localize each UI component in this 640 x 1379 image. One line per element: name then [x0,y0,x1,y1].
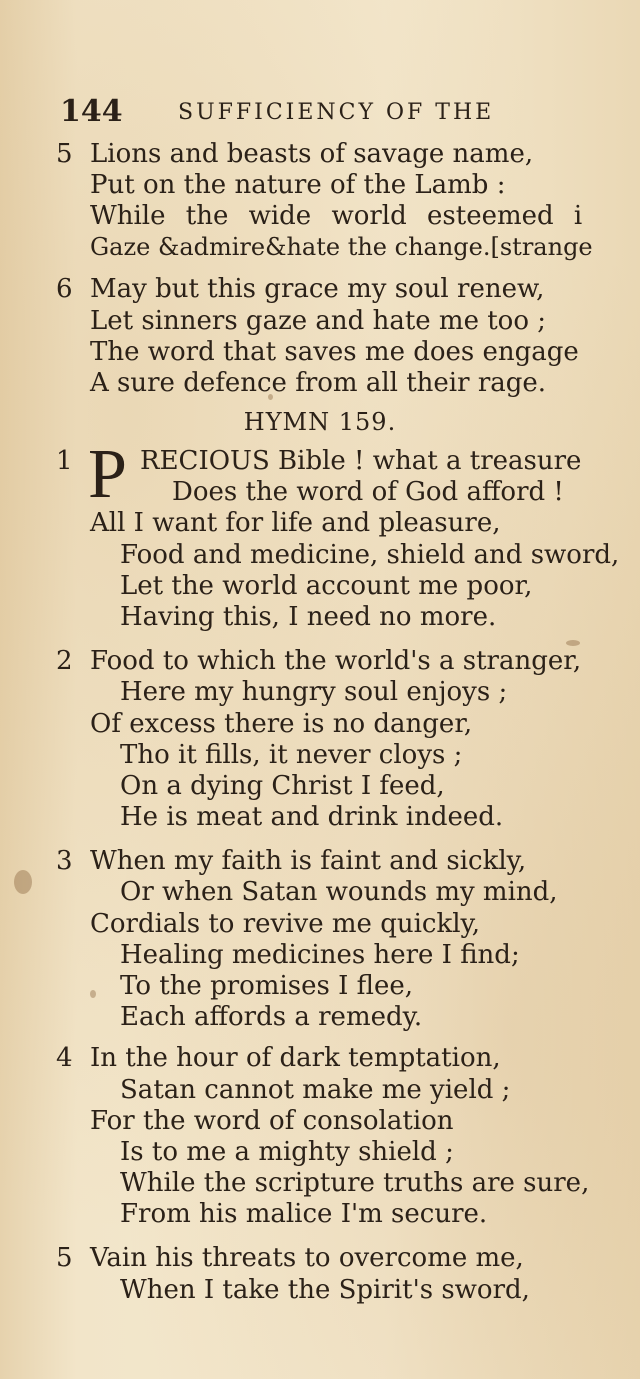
paper-stain [566,640,580,646]
stanza-number: 5 [56,1243,73,1273]
verse-line: While the scripture truths are sure, [120,1168,590,1198]
verse-line: Let the world account me poor, [120,571,533,601]
verse-line: Healing medicines here I find; [120,940,520,970]
verse-line: Is to me a mighty shield ; [120,1137,454,1167]
verse-line: For the word of consolation [90,1106,454,1136]
page-number: 144 [60,94,123,129]
paper-stain [14,870,32,894]
verse-line: The word that saves me does engage [90,337,579,367]
paper-stain [268,394,273,400]
stanza-number: 4 [56,1043,73,1073]
hymn-title: HYMN 159. [243,408,397,436]
verse-line: Gaze &admire&hate the change.[strange [90,233,593,261]
running-title: SUFFICIENCY OF THE [178,100,495,125]
verse-line: All I want for life and pleasure, [90,508,501,538]
verse-line: Here my hungry soul enjoys ; [120,677,508,707]
verse-line: When my faith is faint and sickly, [90,846,527,876]
verse-line: He is meat and drink indeed. [120,802,504,832]
stanza-number: 1 [56,446,73,476]
verse-line: Satan cannot make me yield ; [120,1075,511,1105]
verse-line: Having this, I need no more. [120,602,497,632]
verse-line: In the hour of dark temptation, [90,1043,501,1073]
verse-line: Food and medicine, shield and sword, [120,540,620,570]
verse-line: A sure defence from all their rage. [90,368,547,398]
drop-cap: P [88,436,127,513]
stanza-number: 3 [56,846,73,876]
verse-line: Let sinners gaze and hate me too ; [90,306,547,336]
stanza-number: 2 [56,646,73,676]
verse-line: Vain his threats to overcome me, [90,1243,524,1273]
verse-line: RECIOUS Bible ! what a treasure [140,446,582,476]
paper-stain [90,990,96,998]
verse-line: Or when Satan wounds my mind, [120,877,558,907]
stanza-number: 5 [56,139,73,169]
verse-line: Food to which the world's a stranger, [90,646,582,676]
verse-line: On a dying Christ I feed, [120,771,445,801]
stanza-number: 6 [56,274,73,304]
verse-line: From his malice I'm secure. [120,1199,488,1229]
verse-line: Put on the nature of the Lamb : [90,170,506,200]
verse-line: Lions and beasts of savage name, [90,139,534,169]
verse-line: To the promises I flee, [120,971,414,1001]
verse-line: Cordials to revive me quickly, [90,909,481,939]
verse-line: Of excess there is no danger, [90,709,473,739]
verse-line: May but this grace my soul renew, [90,274,545,304]
verse-line: Does the word of God afford ! [172,477,564,507]
verse-line: When I take the Spirit's sword, [120,1275,530,1305]
verse-line: Each affords a remedy. [120,1002,423,1032]
verse-line: While the wide world esteemed i [90,201,583,231]
verse-line: Tho it fills, it never cloys ; [120,740,463,770]
